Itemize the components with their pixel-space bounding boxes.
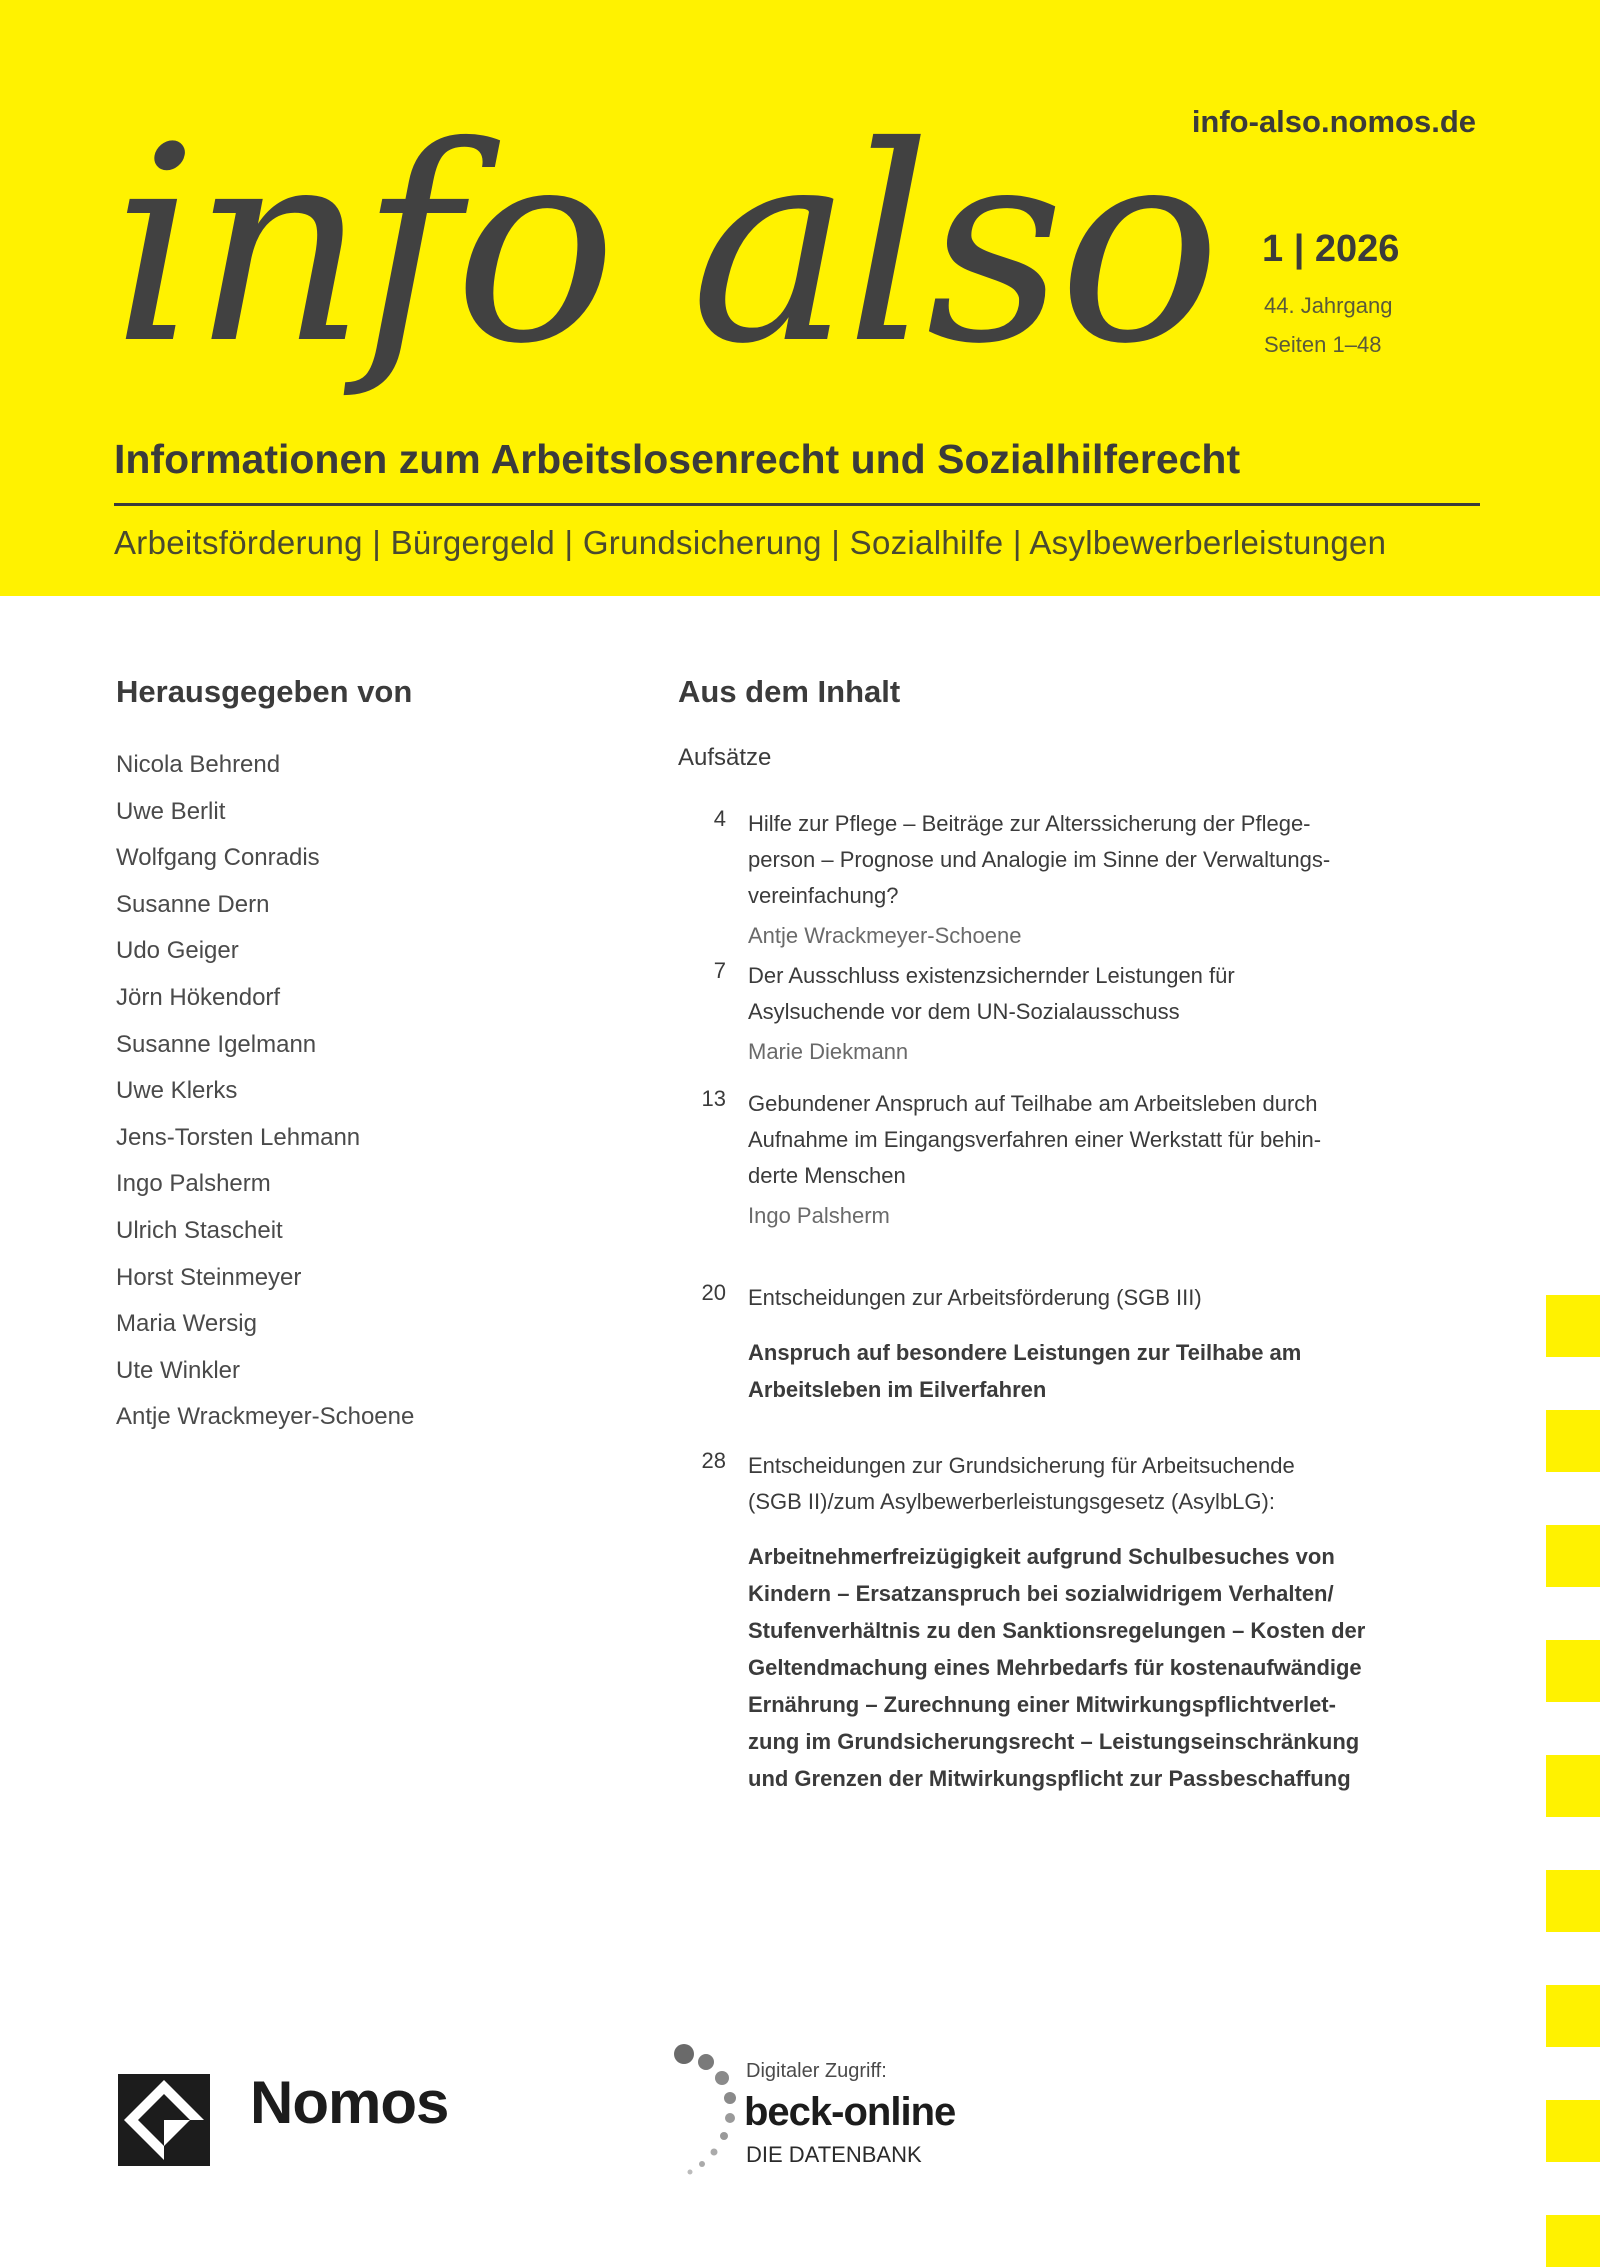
toc-title-line: Gebundener Anspruch auf Teilhabe am Arbeitsleben durch (748, 1091, 1318, 1116)
toc-page-number: 28 (701, 1448, 726, 1473)
editor-name: Udo Geiger (116, 937, 239, 965)
edge-tab (1546, 2100, 1600, 2162)
editors-heading: Herausgegeben von (116, 674, 413, 709)
toc-entry-body (748, 806, 1488, 954)
toc-title-line: Hilfe zur Pflege – Beiträge zur Alterssicherung der Pflege- (748, 811, 1311, 836)
editor-name: Horst Steinmeyer (116, 1263, 302, 1291)
toc-entry-body (748, 1280, 1488, 1408)
beck-online-subtitle: DIE DATENBANK (746, 2142, 922, 2167)
toc-title-line: Der Ausschluss existenzsichernder Leistungen für (748, 963, 1235, 988)
digital-access-label: Digitaler Zugriff: (746, 2060, 887, 2082)
publisher-name: Nomos (250, 2069, 449, 2136)
edge-tab (1546, 1755, 1600, 1817)
editor-name: Jens-Torsten Lehmann (116, 1123, 361, 1151)
beck-online-logo-text[interactable]: beck-online (744, 2090, 956, 2134)
edge-tab (1546, 1985, 1600, 2047)
topic-line: Arbeitsförderung | Bürgergeld | Grundsicherung | Sozialhilfe | Asylbewerberleistungen (114, 524, 1387, 561)
toc-title-line: derte Menschen (748, 1163, 906, 1188)
editor-name: Susanne Igelmann (116, 1030, 317, 1058)
editor-name: Maria Wersig (116, 1310, 257, 1338)
toc-title-line: person – Prognose und Analogie im Sinne der Verwaltungs- (748, 847, 1331, 872)
toc-decision-line: Geltendmachung eines Mehrbedarfs für kostenaufwändige (748, 1655, 1362, 1680)
toc-title-line: vereinfachung? (748, 883, 899, 908)
editor-name: Ulrich Stascheit (116, 1216, 283, 1244)
editor-name: Jörn Hökendorf (116, 983, 281, 1011)
nomos-logo-icon (118, 2074, 210, 2166)
toc-decision-line: und Grenzen der Mitwirkungspflicht zur Passbeschaffung (748, 1766, 1351, 1791)
editor-name: Susanne Dern (116, 890, 270, 918)
journal-url[interactable]: info-also.nomos.de (1191, 104, 1476, 139)
cover-header (0, 0, 1600, 596)
edge-tab (1546, 1295, 1600, 1357)
toc-decision-line: Ernährung – Zurechnung einer Mitwirkungspflichtverlet- (748, 1692, 1336, 1717)
toc-entry-body (748, 1086, 1488, 1234)
toc-author: Ingo Palsherm (748, 1203, 890, 1228)
toc-author: Antje Wrackmeyer-Schoene (748, 923, 1022, 948)
edge-tab (1546, 2215, 1600, 2267)
editors-list (116, 742, 414, 1441)
editor-name: Wolfgang Conradis (116, 844, 320, 872)
toc-page-number: 4 (713, 806, 726, 831)
toc-title-line: Aufnahme im Eingangsverfahren einer Werkstatt für behin- (748, 1127, 1322, 1152)
volume-label: 44. Jahrgang (1264, 293, 1393, 318)
toc-entry-body (748, 1448, 1488, 1797)
toc-decision-summary (748, 1538, 1488, 1797)
editor-name: Nicola Behrend (116, 751, 281, 778)
toc-decision-line: Arbeitsleben im Eilverfahren (748, 1377, 1047, 1402)
journal-subtitle: Informationen zum Arbeitslosenrecht und Sozialhilferecht (114, 436, 1241, 482)
toc-decision-line: Stufenverhältnis zu den Sanktionsregelungen – Kosten der (748, 1618, 1366, 1643)
header-divider (114, 503, 1480, 506)
toc-title-line: Asylsuchende vor dem UN-Sozialausschuss (748, 999, 1180, 1024)
editor-name: Uwe Klerks (116, 1077, 238, 1105)
journal-title: info also (112, 88, 1215, 403)
toc-title-line: Entscheidungen zur Grundsicherung für Arbeitsuchende (748, 1453, 1295, 1478)
issue-number: 1 | 2026 (1262, 228, 1400, 270)
toc-entry-body (748, 958, 1488, 1070)
toc-page-number: 7 (713, 958, 726, 983)
toc-author: Marie Diekmann (748, 1039, 909, 1064)
section-label: Aufsätze (678, 744, 772, 771)
toc-title-line: Entscheidungen zur Arbeitsförderung (SGB III) (748, 1285, 1202, 1310)
pages-label: Seiten 1–48 (1264, 332, 1382, 357)
editor-name: Ingo Palsherm (116, 1170, 271, 1198)
edge-tab (1546, 1640, 1600, 1702)
toc-decision-summary (748, 1334, 1488, 1408)
contents-heading: Aus dem Inhalt (678, 674, 901, 709)
edge-tab (1546, 1410, 1600, 1472)
edge-tab (1546, 1870, 1600, 1932)
edge-tab (1546, 1525, 1600, 1587)
editor-name: Uwe Berlit (116, 797, 226, 825)
editor-name: Antje Wrackmeyer-Schoene (116, 1403, 415, 1431)
toc-decision-line: zung im Grundsicherungsrecht – Leistungseinschränkung (748, 1729, 1360, 1754)
editor-name: Ute Winkler (116, 1356, 241, 1384)
toc-decision-line: Arbeitnehmerfreizügigkeit aufgrund Schulbesuches von (748, 1544, 1335, 1569)
toc-title-line: (SGB II)/zum Asylbewerberleistungsgesetz (AsylbLG): (748, 1489, 1275, 1514)
toc-page-number: 13 (701, 1086, 726, 1111)
toc-page-number: 20 (701, 1280, 726, 1305)
toc-decision-line: Anspruch auf besondere Leistungen zur Teilhabe am (748, 1340, 1302, 1365)
toc-decision-line: Kindern – Ersatzanspruch bei sozialwidrigem Verhalten/ (748, 1581, 1334, 1606)
